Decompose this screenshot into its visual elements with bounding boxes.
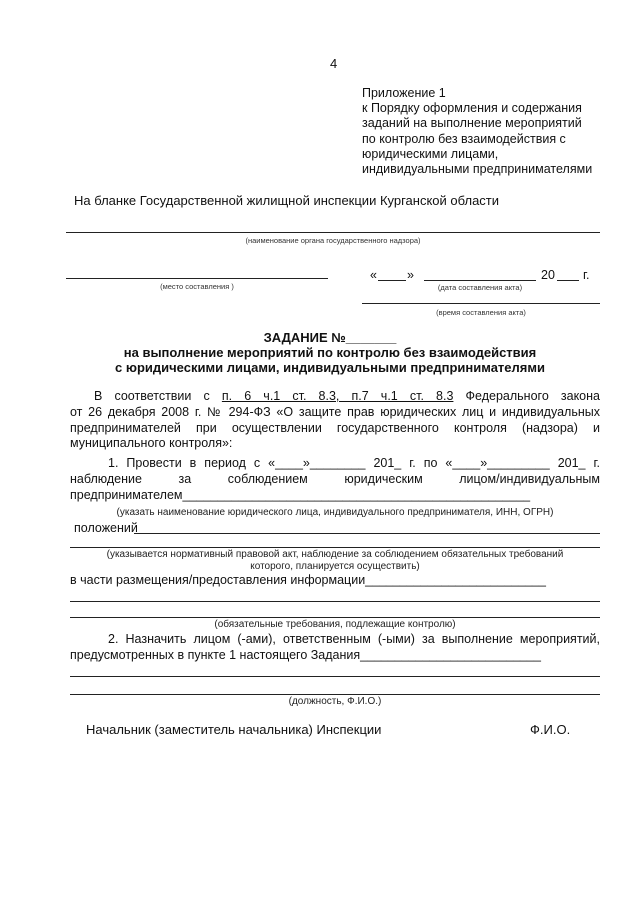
- hint-line: которого, планируется осуществить): [250, 561, 420, 572]
- hint-line: (указывается нормативный правовой акт, наблюдение за соблюдением обязательных требований: [106, 549, 564, 560]
- time-line: [362, 303, 600, 304]
- appendix-line: индивидуальными предпринимателями: [362, 162, 593, 177]
- item1-line-5: в части размещения/предоставления информации__________________________: [70, 573, 546, 587]
- intro-line-4: муниципального контроля»:: [70, 436, 233, 450]
- title-line-2: на выполнение мероприятий по контролю без взаимодействия: [123, 345, 537, 360]
- item1-hint-1: (указать наименование юридического лица, индивидуального предпринимателя, ИНН, ОГРН): [116, 507, 554, 518]
- item1-hint-2: [70, 549, 600, 573]
- title-line-3: с юридическими лицами, индивидуальными предпринимателями: [115, 360, 545, 375]
- responsible-line-2: [70, 694, 600, 695]
- blank-header: На бланке Государственной жилищной инспекции Курганской области: [74, 193, 500, 208]
- item1-hint-3: (обязательные требования, подлежащие контролю): [214, 619, 456, 630]
- date-hint: (дата составления акта): [437, 283, 523, 292]
- appendix-block: [362, 86, 622, 177]
- place-hint: (место составления ): [160, 282, 234, 291]
- year-line: [557, 280, 579, 281]
- date-quote-open: «: [370, 268, 377, 282]
- signature-name: Ф.И.О.: [530, 722, 571, 737]
- document-title: [60, 330, 600, 375]
- item1-line-3: предпринимателем__________________________________________________: [70, 488, 531, 502]
- item2-line-2: предусмотренных в пункте 1 настоящего Задания__________________________: [70, 648, 541, 662]
- appendix-line: заданий на выполнение мероприятий: [362, 116, 582, 131]
- date-quote-close: »: [407, 268, 414, 282]
- requirements-line-2: [70, 617, 600, 618]
- law-reference: п. 6 ч.1 ст. 8.3, п.7 ч.1 ст. 8.3: [221, 389, 454, 403]
- month-line: [424, 280, 536, 281]
- item1-line-1: 1. Провести в период с «____»________ 201_ г. по «____»_________ 201_ г.: [108, 456, 600, 470]
- intro-line-1: [94, 389, 600, 404]
- intro-text: Федерального закона: [465, 389, 600, 403]
- provisions-line-2: [70, 547, 600, 548]
- provisions-line: [134, 533, 600, 534]
- day-line: [378, 280, 406, 281]
- page-number: 4: [330, 56, 338, 71]
- appendix-line: по контролю без взаимодействия с: [362, 131, 566, 146]
- signature-position: Начальник (заместитель начальника) Инспекции: [86, 722, 382, 737]
- item1-line-2: наблюдение за соблюдением юридическим лицом/индивидуальным: [70, 472, 600, 486]
- requirements-line-1: [70, 601, 600, 602]
- item1-line-4: положений: [74, 521, 138, 535]
- date-year-suffix: г.: [583, 268, 590, 282]
- intro-text: В соответствии с: [94, 389, 210, 403]
- place-line: [66, 278, 328, 279]
- date-year: 20: [541, 268, 555, 282]
- responsible-line-1: [70, 676, 600, 677]
- appendix-line: Приложение 1: [362, 86, 446, 100]
- appendix-line: к Порядку оформления и содержания: [362, 101, 582, 116]
- organ-hint: (наименование органа государственного надзора): [245, 236, 421, 245]
- time-hint: (время составления акта): [436, 308, 526, 317]
- intro-line-2: от 26 декабря 2008 г. № 294-ФЗ «О защите прав юридических лиц и индивидуальных: [70, 405, 600, 419]
- appendix-line: юридическими лицами,: [362, 146, 499, 161]
- intro-line-3: предпринимателей при осуществлении государственного контроля (надзора) и: [70, 421, 600, 435]
- organ-line: [66, 232, 600, 233]
- item2-line-1: 2. Назначить лицом (-ами), ответственным (-ыми) за выполнение мероприятий,: [108, 632, 600, 646]
- title-line-1: ЗАДАНИЕ №_______: [263, 330, 397, 345]
- item2-hint: (должность, Ф.И.О.): [288, 696, 382, 707]
